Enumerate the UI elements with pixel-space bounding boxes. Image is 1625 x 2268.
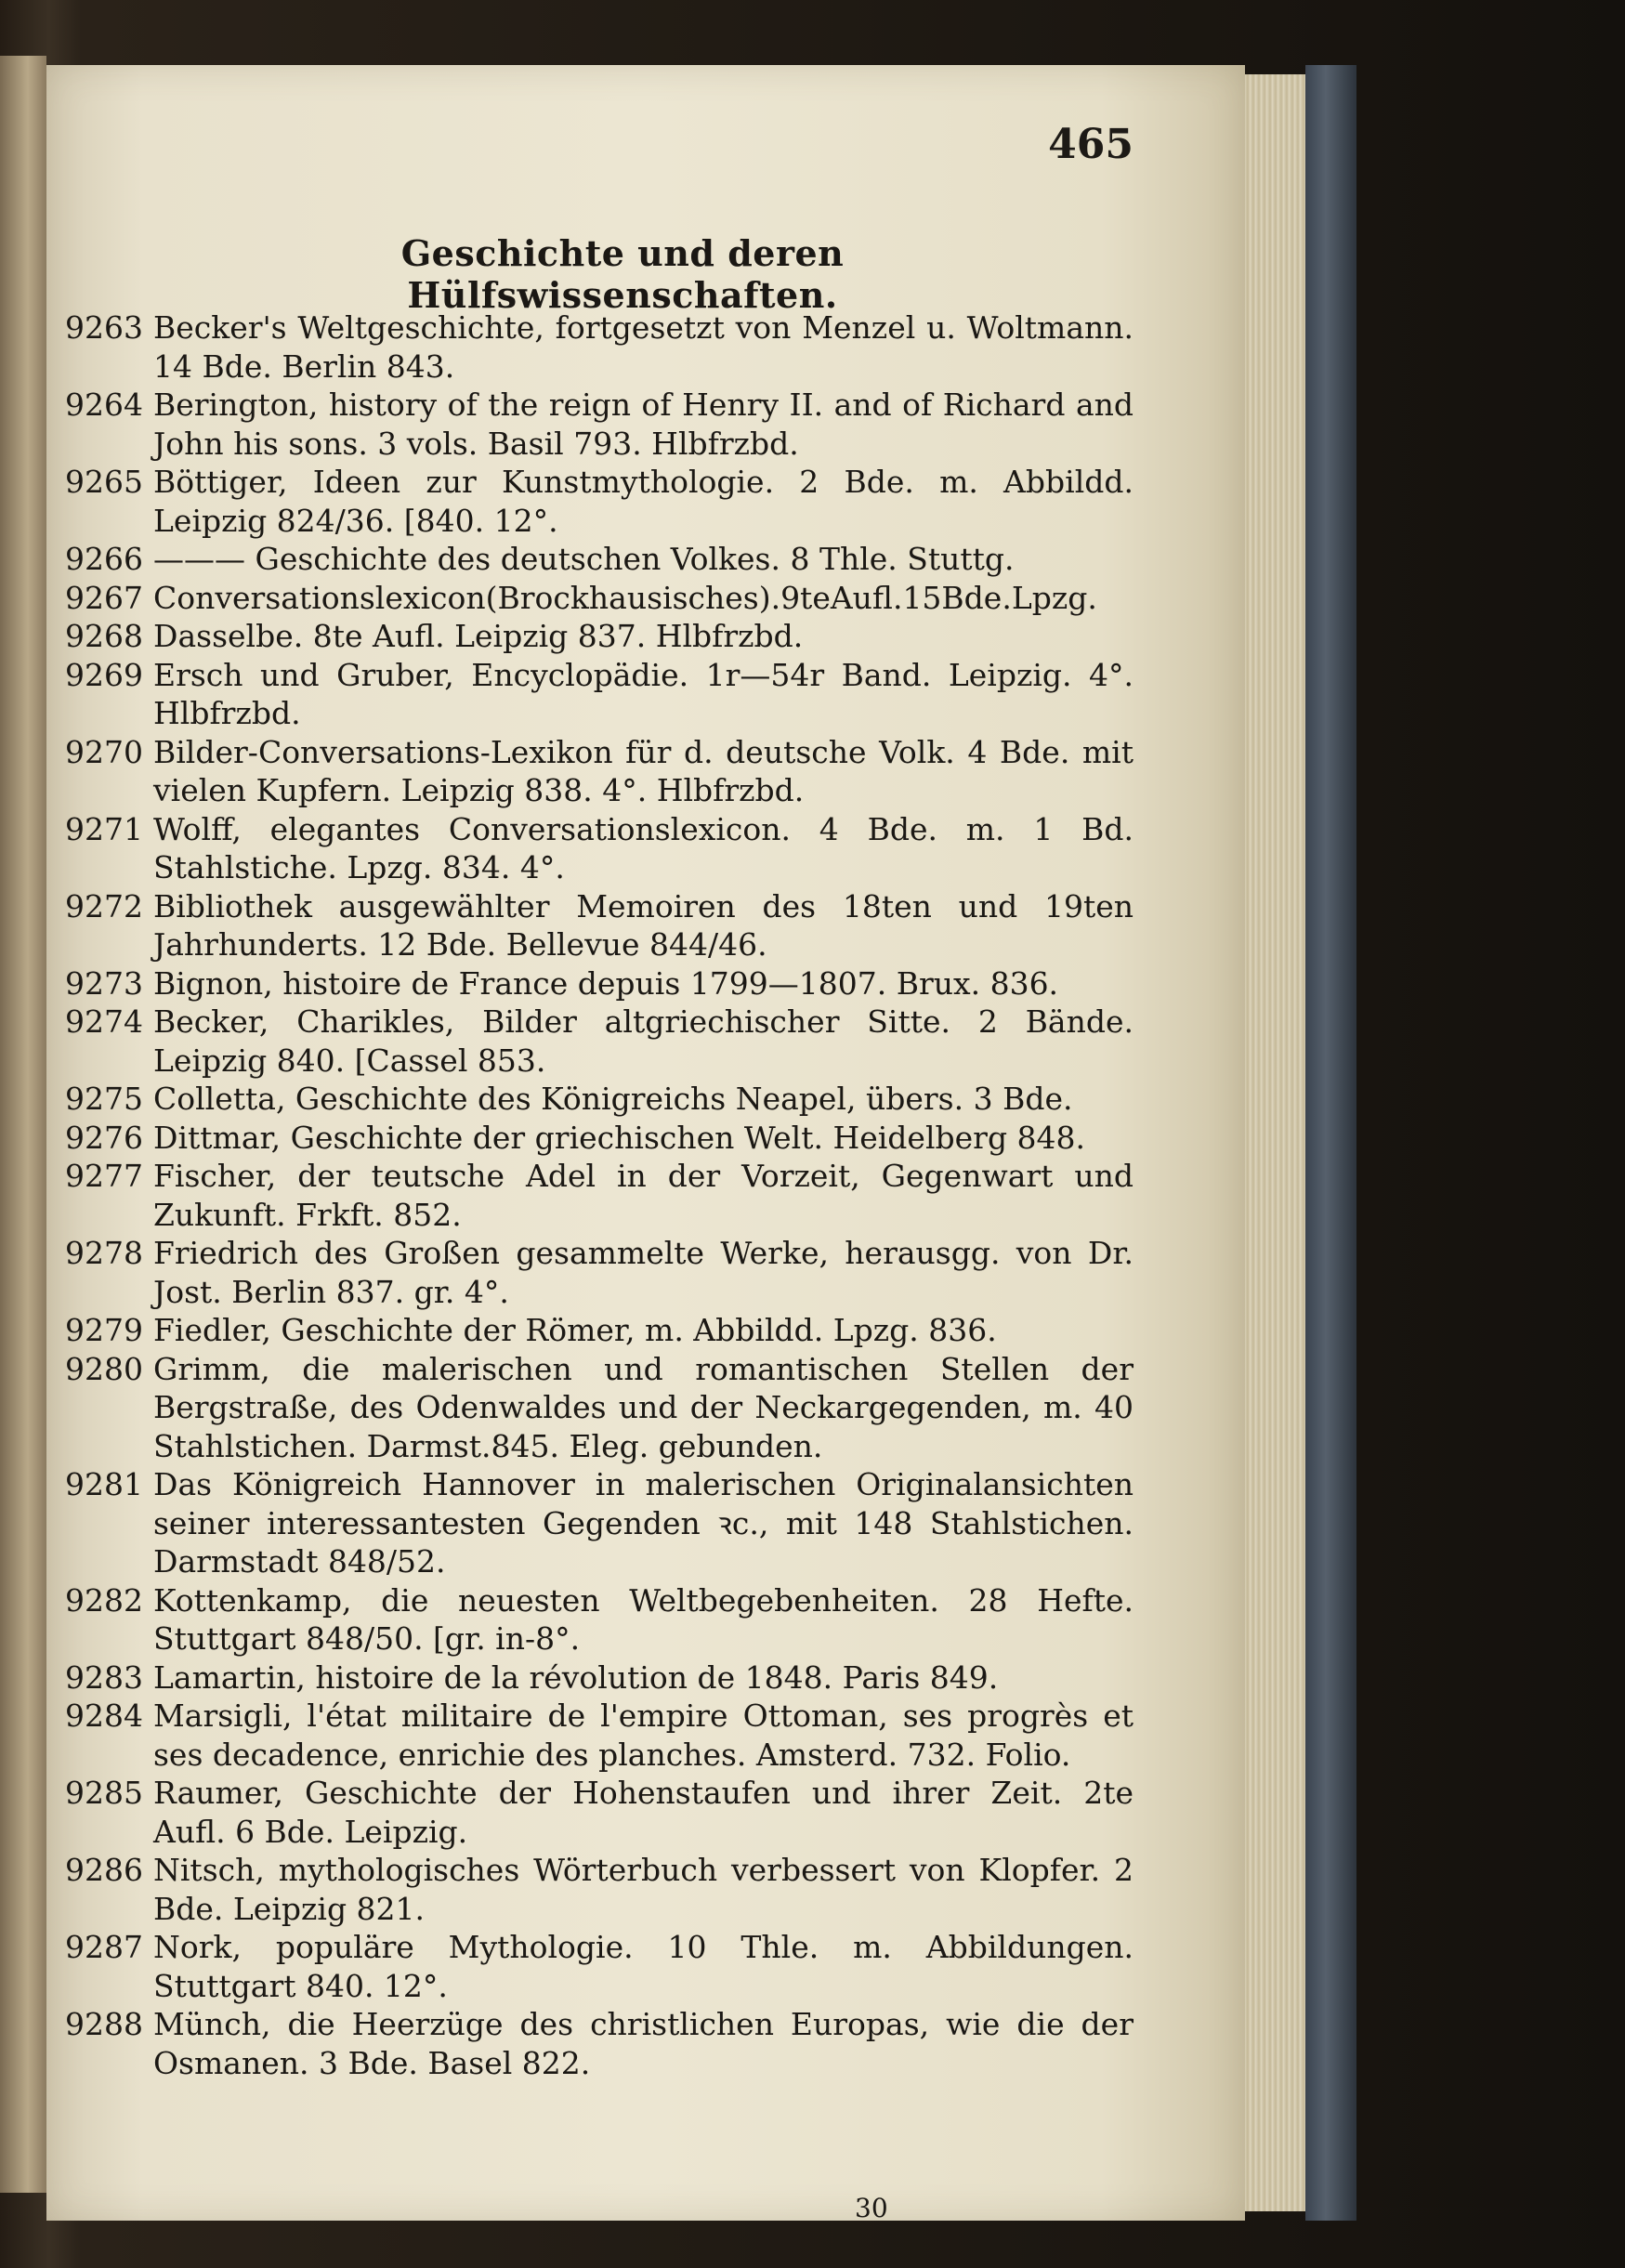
entry-text: Marsigli, l'état militaire de l'empire Ottoman, ses progrès et ses decadence, enrichie des planches. Amsterd. 732. Folio. <box>153 1698 1134 1773</box>
entry-number: 9284 <box>65 1698 143 1734</box>
entry-text: Bilder-Conversations-Lexikon für d. deutsche Volk. 4 Bde. mit vielen Kupfern. Leipzig 838. 4°. Hlbfrzbd. <box>153 733 1134 808</box>
catalogue-entry <box>46 964 1245 1003</box>
catalogue-entry <box>46 2005 1245 2082</box>
entry-text: Nork, populäre Mythologie. 10 Thle. m. Abbildungen. Stuttgart 840. 12°. <box>153 1929 1134 2004</box>
entry-number: 9266 <box>65 541 143 577</box>
left-page-edge <box>0 56 46 2193</box>
entry-text: Bignon, histoire de France depuis 1799—1807. Brux. 836. <box>153 964 1059 1002</box>
catalogue-entry <box>46 1350 1245 1466</box>
entry-text: Das Königreich Hannover in malerischen Originalansichten seiner interessantesten Gegenden ꝛc., mit 148 Stahlstichen. Darmstadt 848/52. <box>153 1466 1134 1580</box>
entry-text: Münch, die Heerzüge des christlichen Europas, wie die der Osmanen. 3 Bde. Basel 822. <box>153 2006 1134 2081</box>
catalogue-entry <box>46 617 1245 656</box>
entry-number: 9278 <box>65 1235 143 1271</box>
entry-number: 9264 <box>65 387 143 423</box>
catalogue-entry <box>46 656 1245 733</box>
section-heading: Geschichte und deren Hülfswissenschaften. <box>400 232 845 316</box>
entry-text: Raumer, Geschichte der Hohenstaufen und ihrer Zeit. 2te Aufl. 6 Bde. Leipzig. <box>153 1775 1134 1850</box>
entry-text: Becker, Charikles, Bilder altgriechischer Sitte. 2 Bände. Leipzig 840. [Cassel 853. <box>153 1003 1134 1079</box>
entry-text: Fiedler, Geschichte der Römer, m. Abbildd. Lpzg. 836. <box>153 1312 997 1348</box>
catalogue-entry <box>46 1774 1245 1851</box>
entry-text: Berington, history of the reign of Henry II. and of Richard and John his sons. 3 vols. Basil 793. Hlbfrzbd. <box>153 387 1134 462</box>
entry-number: 9274 <box>65 1003 143 1040</box>
entry-number: 9281 <box>65 1466 143 1502</box>
entry-number: 9288 <box>65 2006 143 2042</box>
entry-number: 9263 <box>65 309 143 346</box>
entry-text: Böttiger, Ideen zur Kunstmythologie. 2 Bde. m. Abbildd. Leipzig 824/36. [840. 12°. <box>153 464 1134 539</box>
entry-text: Becker's Weltgeschichte, fortgesetzt von Menzel u. Woltmann. 14 Bde. Berlin 843. <box>153 309 1134 385</box>
entry-text: Ersch und Gruber, Encyclopädie. 1r—54r Band. Leipzig. 4°. Hlbfrzbd. <box>153 656 1134 731</box>
catalogue-entry <box>46 887 1245 964</box>
entry-text: Conversationslexicon(Brockhausisches).9teAufl.15Bde.Lpzg. <box>153 579 1097 616</box>
entry-text: Nitsch, mythologisches Wörterbuch verbessert von Klopfer. 2 Bde. Leipzig 821. <box>153 1852 1134 1927</box>
entry-text: Grimm, die malerischen und romantischen Stellen der Bergstraße, des Odenwaldes und der Neckargegenden, m. 40 Stahlstichen. Darmst.845. Eleg. gebunden. <box>153 1350 1134 1464</box>
page-stack-edges <box>1245 74 1310 2211</box>
entry-number: 9287 <box>65 1929 143 1965</box>
catalogue-entry <box>46 579 1245 618</box>
catalogue-entry <box>46 1119 1245 1158</box>
entry-text: Fischer, der teutsche Adel in der Vorzeit, Gegenwart und Zukunft. Frkft. 852. <box>153 1158 1134 1233</box>
entry-number: 9282 <box>65 1581 143 1619</box>
catalogue-entry <box>46 1234 1245 1311</box>
catalogue-entry <box>46 1003 1245 1080</box>
catalogue-entry <box>46 540 1245 579</box>
entry-number: 9280 <box>65 1350 143 1387</box>
book-cover-edge <box>1305 65 1356 2221</box>
entry-text: Colletta, Geschichte des Königreichs Neapel, übers. 3 Bde. <box>153 1081 1073 1117</box>
entry-number: 9286 <box>65 1852 143 1888</box>
entry-text: Wolff, elegantes Conversationslexicon. 4 Bde. m. 1 Bd. Stahlstiche. Lpzg. 834. 4°. <box>153 810 1134 885</box>
entry-number: 9275 <box>65 1081 143 1117</box>
entry-number: 9272 <box>65 887 143 924</box>
entry-text: Dasselbe. 8te Aufl. Leipzig 837. Hlbfrzbd. <box>153 618 804 654</box>
catalogue-entry <box>46 733 1245 810</box>
entry-text: Kottenkamp, die neuesten Weltbegebenheiten. 28 Hefte. Stuttgart 848/50. [gr. in-8°. <box>153 1581 1134 1657</box>
entry-text: Bibliothek ausgewählter Memoiren des 18ten und 19ten Jahrhunderts. 12 Bde. Bellevue 844/46. <box>153 887 1134 963</box>
entry-number: 9283 <box>65 1658 143 1696</box>
catalogue-entry <box>46 1851 1245 1928</box>
entry-number: 9267 <box>65 579 143 616</box>
entry-number: 9276 <box>65 1119 143 1156</box>
entry-number: 9273 <box>65 964 143 1002</box>
catalogue-entry <box>46 1658 1245 1698</box>
entry-number: 9279 <box>65 1312 143 1348</box>
catalogue-entry <box>46 1697 1245 1774</box>
entry-text: Lamartin, histoire de la révolution de 1848. Paris 849. <box>153 1658 999 1696</box>
entry-number: 9285 <box>65 1775 143 1811</box>
catalogue-entry <box>46 1311 1245 1350</box>
printer-signature-mark: 30 <box>855 2193 888 2223</box>
page-number: 465 <box>1048 121 1134 168</box>
catalogue-entry <box>46 1928 1245 2005</box>
book-page <box>46 65 1245 2221</box>
entry-number: 9270 <box>65 733 143 770</box>
entry-number: 9271 <box>65 810 143 847</box>
entry-number: 9268 <box>65 618 143 654</box>
catalogue-entry <box>46 810 1245 887</box>
entry-number: 9277 <box>65 1158 143 1194</box>
entry-number: 9265 <box>65 464 143 500</box>
catalogue-entry <box>46 1157 1245 1234</box>
entry-number: 9269 <box>65 656 143 693</box>
catalogue-entry <box>46 1080 1245 1119</box>
catalogue-entry <box>46 463 1245 540</box>
entry-text: Dittmar, Geschichte der griechischen Welt. Heidelberg 848. <box>153 1119 1086 1156</box>
catalogue-entry <box>46 386 1245 463</box>
entry-text: Friedrich des Großen gesammelte Werke, herausgg. von Dr. Jost. Berlin 837. gr. 4°. <box>153 1235 1134 1310</box>
catalogue-entry <box>46 1581 1245 1658</box>
catalogue-entry <box>46 1465 1245 1581</box>
catalogue-entries <box>46 308 1245 2082</box>
entry-text: ——— Geschichte des deutschen Volkes. 8 Thle. Stuttg. <box>153 541 1015 577</box>
catalogue-entry <box>46 308 1245 386</box>
